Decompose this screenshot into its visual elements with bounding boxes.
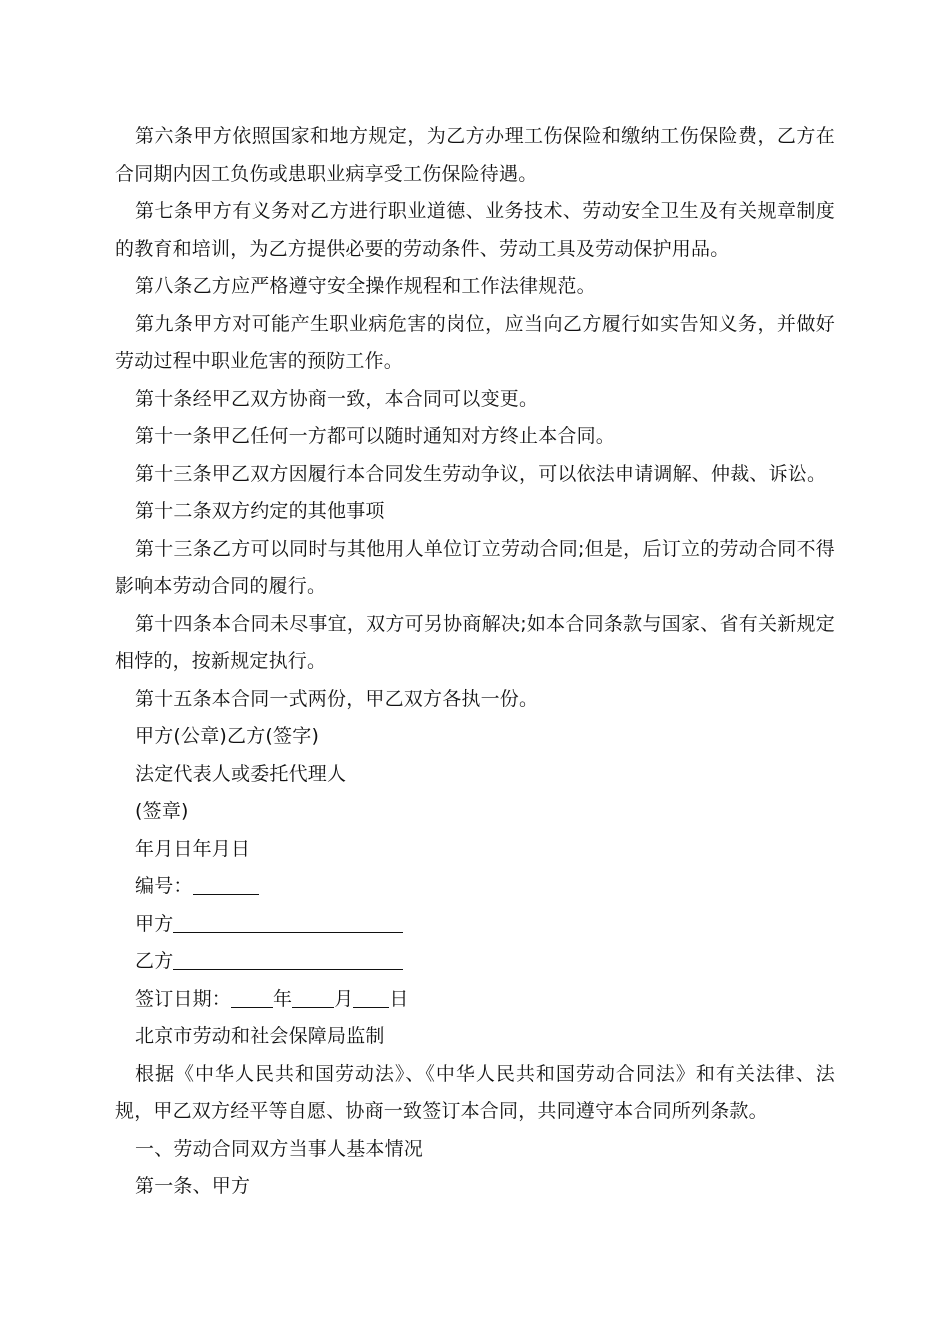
- signature-dates: 年月日年月日: [135, 837, 251, 860]
- year-label: 年: [273, 987, 293, 1010]
- seal-note: (签章): [135, 800, 189, 822]
- sign-day-blank[interactable]: [353, 985, 389, 1008]
- article-8: 第八条乙方应严格遵守安全操作规程和工作法律规范。: [135, 275, 596, 297]
- day-label: 日: [389, 987, 409, 1010]
- article-6: 第六条甲方依照国家和地方规定，为乙方办理工伤保险和缴纳工伤保险费，乙方在合同期内因工负伤或患职业病享受工伤保险待遇。: [115, 125, 835, 185]
- party-b-label: 乙方: [135, 950, 174, 972]
- article-11: 第十一条甲乙任何一方都可以随时通知对方终止本合同。: [135, 425, 616, 447]
- article-13-other-contract: 第十三条乙方可以同时与其他用人单位订立劳动合同;但是，后订立的劳动合同不得影响本劳动合同的履行。: [115, 537, 835, 597]
- signature-parties: 甲方(公章)乙方(签字): [135, 725, 320, 747]
- party-a-label: 甲方: [135, 912, 174, 935]
- party-b-blank[interactable]: [173, 947, 403, 970]
- month-label: 月: [334, 987, 354, 1010]
- contract-number-row: [115, 868, 835, 906]
- sign-date-row: [115, 981, 835, 1019]
- article-15: 第十五条本合同一式两份，甲乙双方各执一份。: [135, 687, 539, 710]
- supervisor-line: 北京市劳动和社会保障局监制: [135, 1025, 385, 1047]
- preamble: 根据《中华人民共和国劳动法》、《中华人民共和国劳动合同法》和有关法律、法规，甲乙双方经平等自愿、协商一致签订本合同，共同遵守本合同所列条款。: [115, 1062, 835, 1122]
- article-9: 第九条甲方对可能产生职业病危害的岗位，应当向乙方履行如实告知义务，并做好劳动过程中职业危害的预防工作。: [115, 312, 835, 372]
- legal-representative: 法定代表人或委托代理人: [135, 762, 347, 785]
- article-12: 第十二条双方约定的其他事项: [135, 500, 385, 522]
- article-13-dispute: 第十三条甲乙双方因履行本合同发生劳动争议，可以依法申请调解、仲裁、诉讼。: [135, 462, 827, 485]
- sign-date-label: 签订日期：: [135, 987, 232, 1010]
- article-1-heading: 第一条、甲方: [135, 1175, 251, 1197]
- article-14: 第十四条本合同未尽事宜，双方可另协商解决;如本合同条款与国家、省有关新规定相悖的，按新规定执行。: [115, 612, 835, 672]
- sign-month-blank[interactable]: [292, 985, 334, 1008]
- contract-number-blank[interactable]: [193, 872, 259, 895]
- party-a-row: [115, 906, 835, 944]
- article-7: 第七条甲方有义务对乙方进行职业道德、业务技术、劳动安全卫生及有关规章制度的教育和培训，为乙方提供必要的劳动条件、劳动工具及劳动保护用品。: [115, 200, 835, 260]
- contract-number-label: 编号：: [135, 875, 193, 897]
- document-page: [115, 118, 835, 1206]
- section-heading-1: 一、劳动合同双方当事人基本情况: [135, 1137, 424, 1160]
- party-b-row: [115, 943, 835, 981]
- party-a-blank[interactable]: [173, 910, 403, 933]
- sign-year-blank[interactable]: [231, 985, 273, 1008]
- article-10: 第十条经甲乙双方协商一致，本合同可以变更。: [135, 387, 539, 410]
